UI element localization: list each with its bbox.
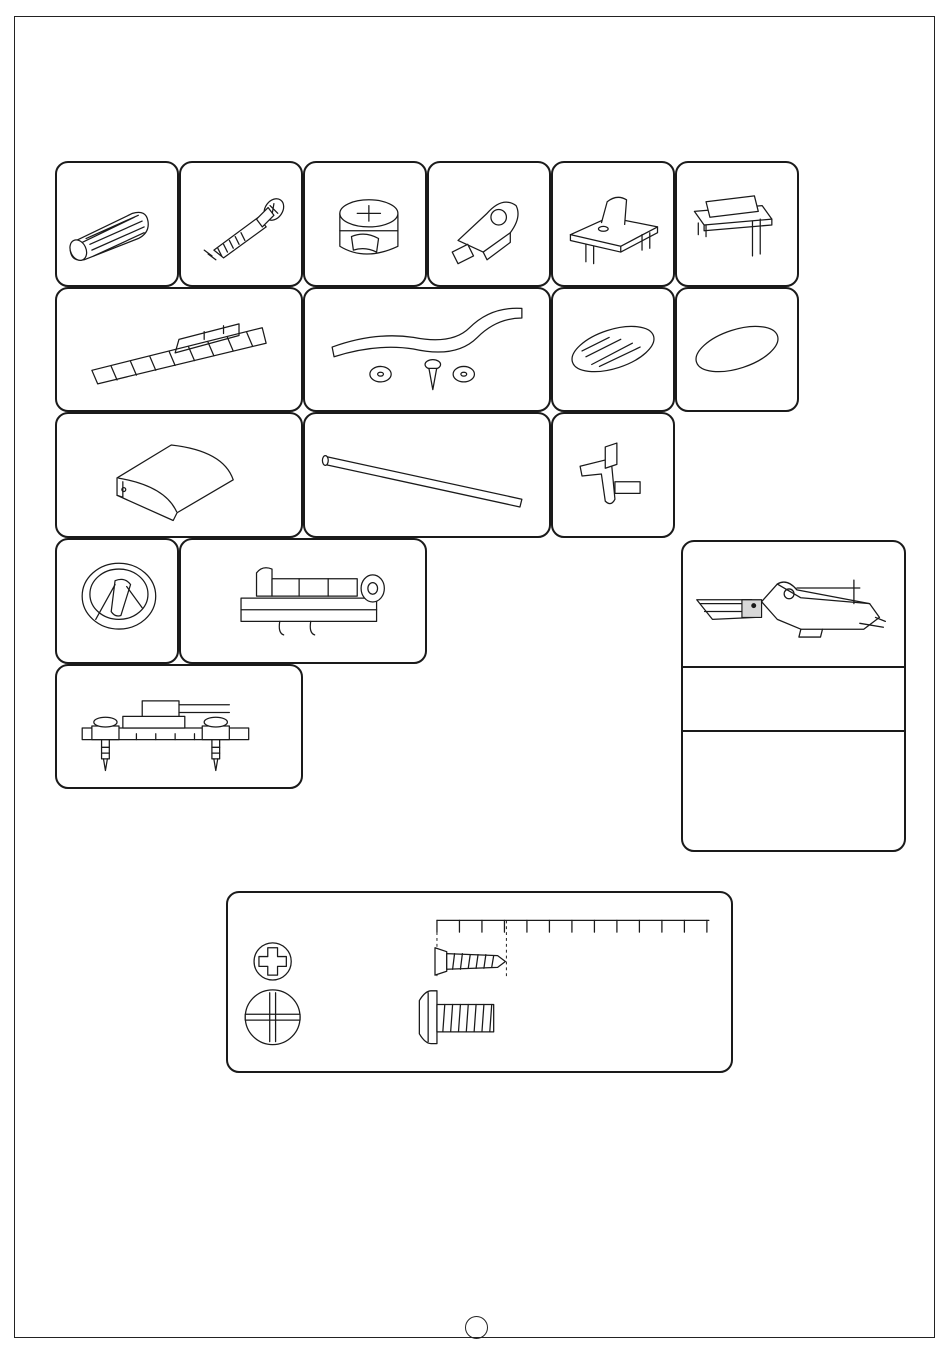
wedge-shims-icon	[57, 289, 301, 410]
part-card-handle	[55, 412, 303, 538]
machine-screw	[419, 991, 493, 1044]
countersunk-screw	[435, 948, 505, 975]
wooden-dowel-icon	[57, 163, 177, 285]
part-card-glass-clip	[675, 161, 799, 287]
part-card-shelf-peg	[551, 412, 675, 538]
shelf-support-pin-icon	[553, 163, 673, 285]
phillips-drive-icon	[254, 943, 291, 980]
hinge-adjustment-diagram	[683, 542, 904, 850]
part-card-glass-pad	[551, 287, 675, 412]
part-card-fitting-kit	[303, 287, 551, 412]
edge-handle-icon	[57, 414, 301, 536]
part-card-rod	[303, 412, 551, 538]
part-card-wooden-dowel	[55, 161, 179, 287]
strap-and-screws-icon	[305, 289, 549, 410]
door-stopper-icon	[57, 540, 177, 662]
flap-hinge-icon	[181, 540, 425, 662]
cam-bolt-icon	[181, 163, 301, 285]
part-card-door-hinge	[179, 538, 427, 664]
part-card-cam-bolt	[179, 161, 303, 287]
screw-reference-panel	[226, 891, 733, 1073]
felt-pad-icon	[677, 289, 797, 410]
part-card-shelf-bracket	[427, 161, 551, 287]
cam-lock-icon	[305, 163, 425, 285]
slotted-drive-icon	[245, 990, 300, 1045]
hinge-top-illustration	[697, 580, 886, 637]
part-card-felt-pad	[675, 287, 799, 412]
page-number	[465, 1316, 488, 1339]
glass-clip-icon	[677, 163, 797, 285]
hanging-rod-icon	[305, 414, 549, 536]
hinge-adjustment-panel	[681, 540, 906, 852]
panel-divider-top	[683, 666, 904, 668]
shelf-peg-icon	[553, 414, 673, 536]
hinge-mounting-plate-icon	[57, 666, 301, 787]
part-card-shelf-support-pin	[551, 161, 675, 287]
panel-divider-bottom	[683, 730, 904, 732]
part-card-hinge-plate	[55, 664, 303, 789]
part-card-shims	[55, 287, 303, 412]
corner-bracket-icon	[429, 163, 549, 285]
glass-pad-icon	[553, 289, 673, 410]
ruler-scale	[437, 920, 709, 979]
part-card-cam-lock	[303, 161, 427, 287]
part-card-door-stopper	[55, 538, 179, 664]
screw-gauge-diagram	[228, 893, 731, 1071]
